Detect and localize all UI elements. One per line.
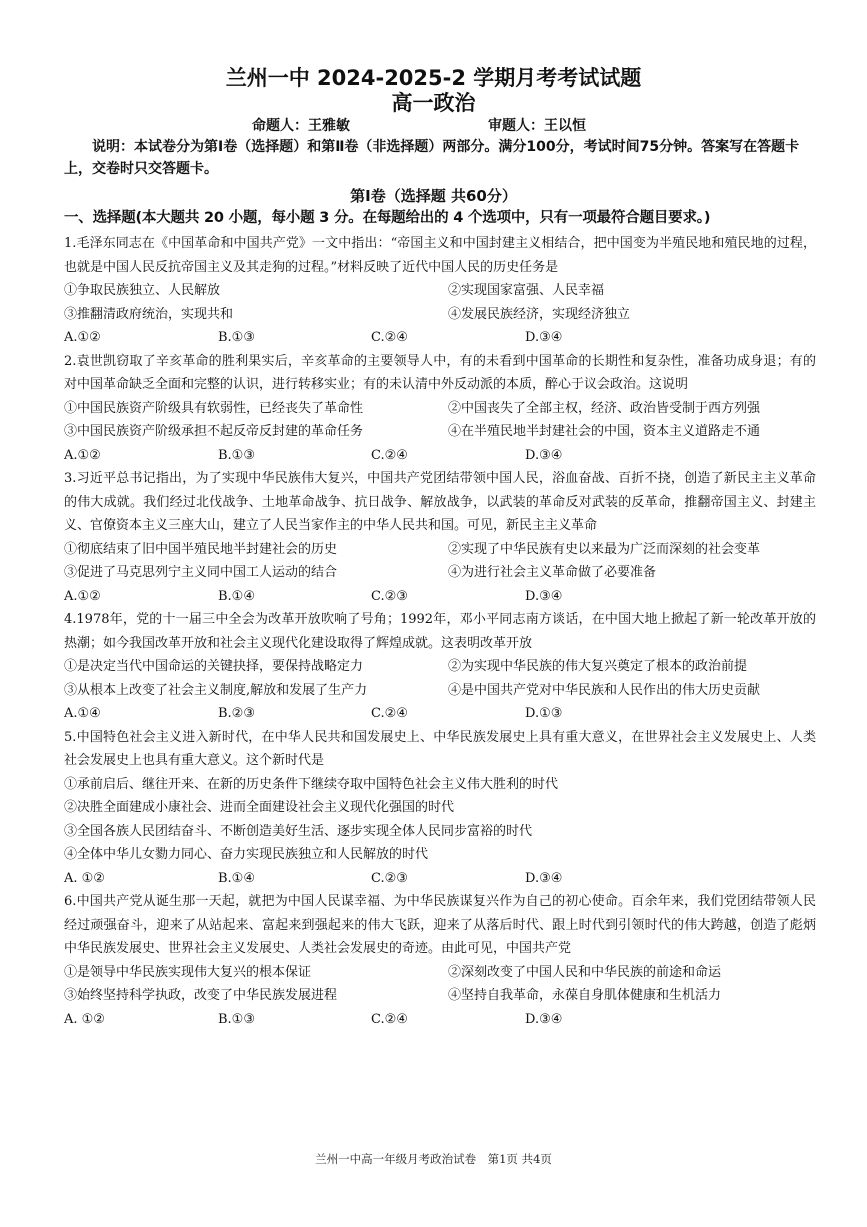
option: ③推翻清政府统治，实现共和 (64, 306, 234, 322)
answer-choice: A.①② (64, 588, 101, 604)
answer-choice: D.③④ (525, 330, 563, 345)
setter: 命题人：王雅敏 (252, 118, 350, 134)
answer-row (64, 585, 816, 609)
option-row (64, 397, 816, 421)
option: ②实现了中华民族有史以来最为广泛而深刻的社会变革 (448, 541, 761, 557)
answer-choice: C.②④ (371, 706, 408, 721)
option: ③中国民族资产阶级承担不起反帝反封建的革命任务 (64, 424, 364, 439)
option-row (64, 655, 816, 679)
answer-choice: D.③④ (525, 588, 563, 604)
question-stem: 4.1978年，党的十一届三中全会为改革开放吹响了号角；1992年，邓小平同志南方谈话，在中国大地上掀起了新一轮改革开放的热潮；如今我国改革开放和社会主义现代化建设取得了辉煌成就。这表明改革开放 (64, 612, 816, 651)
answer-choice: A.①④ (64, 706, 101, 721)
answer-choice: D.①③ (525, 706, 563, 721)
answer-choice: D.③④ (525, 447, 563, 463)
answer-row (64, 444, 816, 468)
option-row (64, 538, 816, 562)
option-row (64, 420, 816, 444)
answer-choice: A.①② (64, 447, 101, 463)
reviewer: 审题人：王以恒 (488, 118, 586, 134)
question-2 (64, 350, 816, 468)
option: ②中国丧失了全部主权，经济、政治皆受制于西方列强 (448, 400, 761, 416)
question-4 (64, 608, 816, 726)
exam-subject: 高一政治 (391, 91, 476, 115)
question-stem: 3.习近平总书记指出，为了实现中华民族伟大复兴，中国共产党团结带领中国人民，浴血奋战、百折不挠，创造了新民主主义革命的伟大成就。我们经过北伐战争、土地革命战争、抗日战争、解放战争，以武装的革命反对武装的反革命，推翻帝国主义、封建主义、官僚资本主义三座大山，建立了人民当家作主的中华人民共和国。可见，新民主主义革命 (64, 471, 816, 533)
answer-row (64, 1008, 816, 1032)
option: ②为实现中华民族的伟大复兴奠定了根本的政治前提 (448, 659, 748, 674)
option: ③全国各族人民团结奋斗、不断创造美好生活、逐步实现全体人民同步富裕的时代 (64, 823, 533, 839)
question-stem: 1.毛泽东同志在《中国革命和中国共产党》一文中指出：“帝国主义和中国封建主义相结合，把中国变为半殖民地和殖民地的过程，也就是中国人民反抗帝国主义及其走狗的过程。”材料反映了近代中国人民的历史任务是 (64, 236, 816, 275)
option: ④发展民族经济，实现经济独立 (448, 306, 631, 322)
answer-choice: C.②③ (371, 588, 408, 604)
exam-title: 兰州一中 2024-2025-2 学期月考考试试题 (225, 66, 642, 90)
section-title: 一、选择题(本大题共 20 小题，每小题 3 分。在每题给出的 4 个选项中，只有一项最符合题目要求。) (64, 210, 711, 226)
option: ④为进行社会主义革命做了必要准备 (448, 565, 657, 580)
answer-choice: D.③④ (525, 1011, 563, 1027)
question-stem: 2.袁世凯窃取了辛亥革命的胜利果实后，辛亥革命的主要领导人中，有的未看到中国革命的长期性和复杂性，准备功成身退；有的对中国革命缺乏全面和完整的认识，进行转移实业；有的未认清中外反动派的本质，醉心于议会政治。这说明 (64, 353, 816, 392)
option-row (64, 961, 816, 985)
question-stem: 5.中国特色社会主义进入新时代，在中华人民共和国发展史上、中华民族发展史上具有重大意义，在世界社会主义发展史上、人类社会发展史上也具有重大意义。这个新时代是 (64, 729, 816, 768)
question-list (64, 232, 816, 1031)
option: ③促进了马克思列宁主义同中国工人运动的结合 (64, 565, 338, 580)
option-row (64, 679, 816, 703)
part-title: 第Ⅰ卷（选择题 共60分） (350, 187, 517, 205)
answer-choice: B.②③ (218, 706, 255, 721)
option: ④全体中华儿女勠力同心、奋力实现民族独立和人民解放的时代 (64, 847, 429, 862)
option: ④在半殖民地半封建社会的中国，资本主义道路走不通 (448, 424, 761, 439)
answer-choice: B.①③ (218, 330, 255, 345)
option: ③始终坚持科学执政，改变了中华民族发展进程 (64, 988, 338, 1003)
option-row (64, 561, 816, 585)
option: ②实现国家富强、人民幸福 (448, 283, 605, 298)
option: ④是中国共产党对中华民族和人民作出的伟大历史贡献 (448, 682, 761, 698)
answer-choice: C.②③ (371, 870, 408, 886)
answer-choice: C.②④ (371, 447, 408, 463)
answer-choice: B.①④ (218, 870, 255, 886)
option-row (64, 279, 816, 303)
option: ①中国民族资产阶级具有软弱性，已经丧失了革命性 (64, 400, 364, 416)
option: ①承前启后、继往开来、在新的历史条件下继续夺取中国特色社会主义伟大胜利的时代 (64, 776, 559, 792)
answer-choice: A.①② (64, 330, 101, 345)
question-stem: 6.中国共产党从诞生那一天起，就把为中国人民谋幸福、为中华民族谋复兴作为自己的初心使命。百余年来，我们党团结带领人民经过顽强奋斗，迎来了从站起来、富起来到强起来的伟大飞跃，迎来了从落后时代、跟上时代到引领时代的伟大跨越，创造了彪炳中华民族发展史、世界社会主义发展史、人类社会发展史的奇迹。由此可见，中国共产党 (64, 894, 816, 956)
option: ①争取民族独立、人民解放 (64, 283, 221, 298)
answer-choice: D.③④ (525, 870, 563, 886)
answer-choice: A. ①② (64, 870, 105, 886)
option: ②决胜全面建成小康社会、进而全面建设社会主义现代化强国的时代 (64, 800, 455, 815)
option: ①彻底结束了旧中国半殖民地半封建社会的历史 (64, 541, 338, 557)
option-row (64, 303, 816, 327)
question-1 (64, 232, 816, 350)
answer-row (64, 867, 816, 891)
answer-row (64, 326, 816, 350)
answer-choice: B.①④ (218, 588, 255, 604)
option: ④坚持自我革命，永葆自身肌体健康和生机活力 (448, 988, 722, 1003)
answer-choice: A. ①② (64, 1011, 105, 1027)
question-6 (64, 890, 816, 1031)
option: ①是决定当代中国命运的关键抉择，要保持战略定力 (64, 659, 364, 674)
answer-choice: C.②④ (371, 330, 408, 345)
question-3 (64, 467, 816, 608)
instructions: 说明：本试卷分为第Ⅰ卷（选择题）和第Ⅱ卷（非选择题）两部分。满分100分，考试时间75分钟。答案写在答题卡上，交卷时只交答题卡。 (64, 139, 800, 177)
answer-choice: C.②④ (371, 1011, 408, 1027)
answer-choice: B.①③ (218, 447, 255, 463)
answer-choice: B.①③ (218, 1011, 255, 1027)
option: ②深刻改变了中国人民和中华民族的前途和命运 (448, 964, 722, 980)
option: ③从根本上改变了社会主义制度,解放和发展了生产力 (64, 682, 368, 698)
question-5 (64, 726, 816, 891)
page-footer: 兰州一中高一年级月考政治试卷 第1页 共4页 (315, 1152, 552, 1166)
answer-row (64, 702, 816, 726)
option: ①是领导中华民族实现伟大复兴的根本保证 (64, 964, 312, 980)
option-row (64, 984, 816, 1008)
